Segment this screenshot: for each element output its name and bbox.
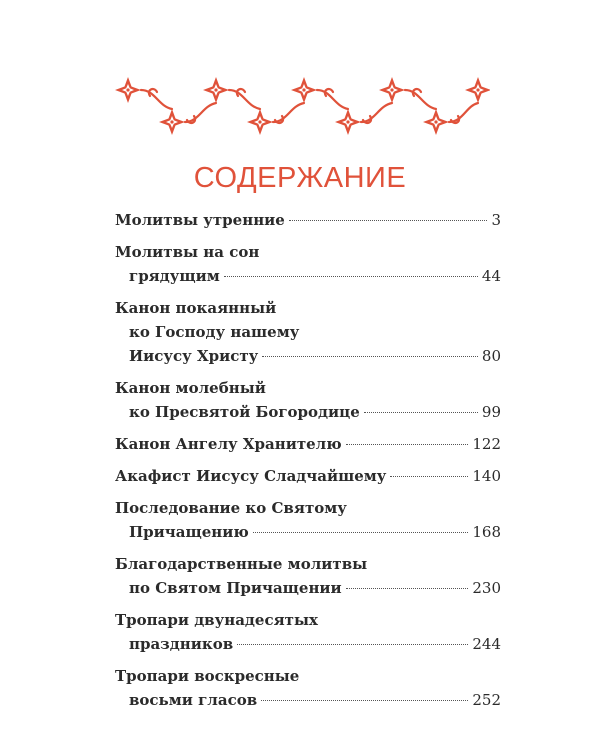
toc-entry-title: Канон Ангелу Хранителю [115, 435, 342, 453]
toc-entry-line [115, 688, 501, 712]
toc-entry-line [115, 240, 501, 264]
toc-entry[interactable] [115, 608, 501, 656]
toc-entry-title: Тропари двунадесятых [115, 611, 318, 629]
toc-entry-line [115, 400, 501, 424]
page-number: 99 [481, 403, 501, 421]
toc-entry-line [115, 520, 501, 544]
toc-entry[interactable] [115, 496, 501, 544]
toc-entry-title: Канон молебный [115, 379, 266, 397]
toc-entry-title: Причащению [129, 523, 249, 541]
toc-entry[interactable] [115, 296, 501, 368]
toc-entry-line [115, 296, 501, 320]
page-number: 44 [481, 267, 501, 285]
toc-entry-title: грядущим [129, 267, 220, 285]
toc-entry-title: ко Пресвятой Богородице [129, 403, 360, 421]
page-number: 122 [472, 435, 501, 453]
page-number: 140 [472, 467, 501, 485]
toc-entry-title: Последование ко Святому [115, 499, 347, 517]
dot-leader [289, 220, 488, 221]
toc-entry-title: Канон покаянный [115, 299, 277, 317]
toc-entry[interactable] [115, 208, 501, 232]
toc-entry-line [115, 464, 501, 488]
toc-entry-line [115, 552, 501, 576]
toc-entry-line [115, 432, 501, 456]
toc-entry-line [115, 320, 501, 344]
toc-entry[interactable] [115, 552, 501, 600]
dot-leader [364, 412, 478, 413]
page-number: 3 [491, 211, 501, 229]
toc-entry-title: Акафист Иисусу Сладчайшему [115, 467, 387, 485]
dot-leader [237, 644, 468, 645]
page-number: 230 [472, 579, 501, 597]
dot-leader [346, 588, 469, 589]
dot-leader [224, 276, 478, 277]
toc-entry-line [115, 664, 501, 688]
toc-entry-line [115, 376, 501, 400]
toc-entry-line [115, 496, 501, 520]
toc-entry-title: Благодарственные молитвы [115, 555, 368, 573]
toc-entry-line [115, 632, 501, 656]
toc-entry[interactable] [115, 464, 501, 488]
toc-entry-line [115, 208, 501, 232]
page-number: 244 [472, 635, 501, 653]
toc-entry-title: Иисусу Христу [129, 347, 259, 365]
toc-entry-title: Молитвы на сон [115, 243, 260, 261]
table-of-contents [115, 208, 501, 720]
toc-entry-title: восьми гласов [129, 691, 258, 709]
toc-entry-title: праздников [129, 635, 234, 653]
page-title: СОДЕРЖАНИЕ [193, 162, 407, 194]
dot-leader [253, 532, 469, 533]
toc-entry-title: Тропари воскресные [115, 667, 300, 685]
toc-entry-line [115, 264, 501, 288]
toc-entry-line [115, 344, 501, 368]
page-number: 80 [481, 347, 501, 365]
page-number: 252 [472, 691, 501, 709]
toc-entry-line [115, 608, 501, 632]
dot-leader [390, 476, 468, 477]
toc-entry-title: по Святом Причащении [129, 579, 342, 597]
toc-entry[interactable] [115, 664, 501, 712]
dot-leader [262, 356, 478, 357]
dot-leader [261, 700, 468, 701]
dot-leader [346, 444, 469, 445]
toc-entry-title: ко Господу нашему [129, 323, 300, 341]
page-number: 168 [472, 523, 501, 541]
toc-entry[interactable] [115, 376, 501, 424]
toc-entry-line [115, 576, 501, 600]
toc-entry[interactable] [115, 432, 501, 456]
toc-entry-title: Молитвы утренние [115, 211, 285, 229]
toc-entry[interactable] [115, 240, 501, 288]
floral-ornament-icon [110, 72, 490, 142]
